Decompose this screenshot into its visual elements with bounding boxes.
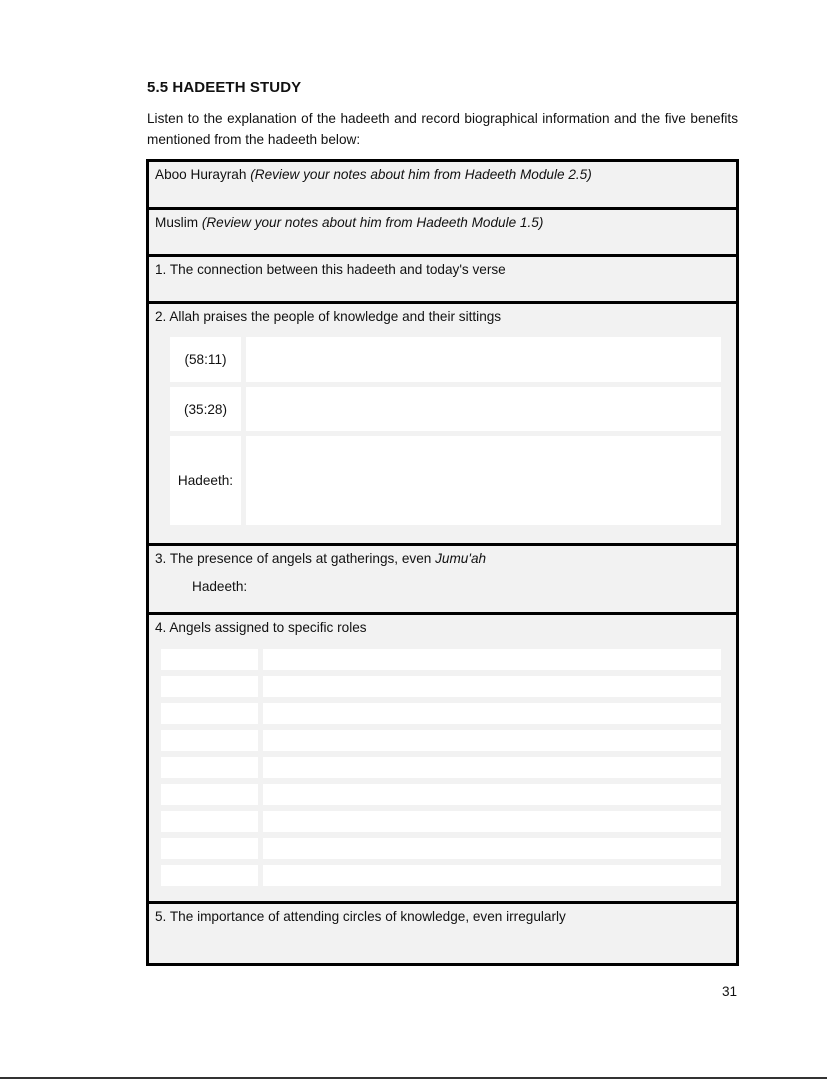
benefit-5-title: 5. The importance of attending circles of knowledge, even irregularly [155,909,566,924]
benefit-2-title: 2. Allah praises the people of knowledge and their sittings [155,309,502,324]
role-description-cell[interactable] [263,676,721,697]
ref-answer-hadeeth[interactable] [246,436,721,525]
role-name-cell[interactable] [161,784,258,805]
role-description-cell[interactable] [263,865,721,886]
ref-answer-58-11[interactable] [246,337,721,382]
hadeeth-study-box [146,159,739,966]
role-name-cell[interactable] [161,757,258,778]
benefit-3-section[interactable] [149,546,736,615]
narrator-section[interactable] [149,162,736,210]
page-bottom-rule [0,1077,827,1079]
benefit-1-section[interactable] [149,257,736,304]
compiler-title [155,215,543,230]
benefit-3-title [155,551,486,566]
role-description-cell[interactable] [263,757,721,778]
compiler-name: Muslim [155,215,199,230]
benefit-5-section[interactable] [149,904,736,963]
benefit-4-section [149,615,736,904]
ref-label-hadeeth: Hadeeth: [170,436,241,525]
benefit-2-section [149,304,736,546]
ref-label-35-28: (35:28) [170,387,241,431]
intro-text: Listen to the explanation of the hadeeth and record biographical information and the five benefits mentioned from the hadeeth below: [147,111,738,147]
role-name-cell[interactable] [161,703,258,724]
benefit-4-title: 4. Angels assigned to specific roles [155,620,367,635]
narrator-name: Aboo Hurayrah [155,167,247,182]
role-description-cell[interactable] [263,838,721,859]
benefit-3-title-italic: Jumu'ah [435,551,487,566]
compiler-section[interactable] [149,210,736,257]
page-heading: 5.5 HADEETH STUDY [147,79,302,96]
compiler-note: (Review your notes about him from Hadeeth Module 1.5) [201,215,544,230]
role-name-cell[interactable] [161,649,258,670]
role-name-cell[interactable] [161,838,258,859]
benefit-3-title-text: 3. The presence of angels at gatherings, even [155,551,436,566]
role-description-cell[interactable] [263,649,721,670]
role-description-cell[interactable] [263,784,721,805]
benefit-3-hadeeth-label: Hadeeth: [192,579,248,594]
role-description-cell[interactable] [263,703,721,724]
ref-label-58-11: (58:11) [170,337,241,382]
role-description-cell[interactable] [263,730,721,751]
ref-answer-35-28[interactable] [246,387,721,431]
role-description-cell[interactable] [263,811,721,832]
page-number: 31 [722,984,738,999]
role-name-cell[interactable] [161,676,258,697]
role-name-cell[interactable] [161,730,258,751]
benefit-1-title: 1. The connection between this hadeeth and today's verse [155,262,506,277]
role-name-cell[interactable] [161,865,258,886]
role-name-cell[interactable] [161,811,258,832]
narrator-note: (Review your notes about him from Hadeeth Module 2.5) [250,167,592,182]
narrator-title [155,167,592,182]
